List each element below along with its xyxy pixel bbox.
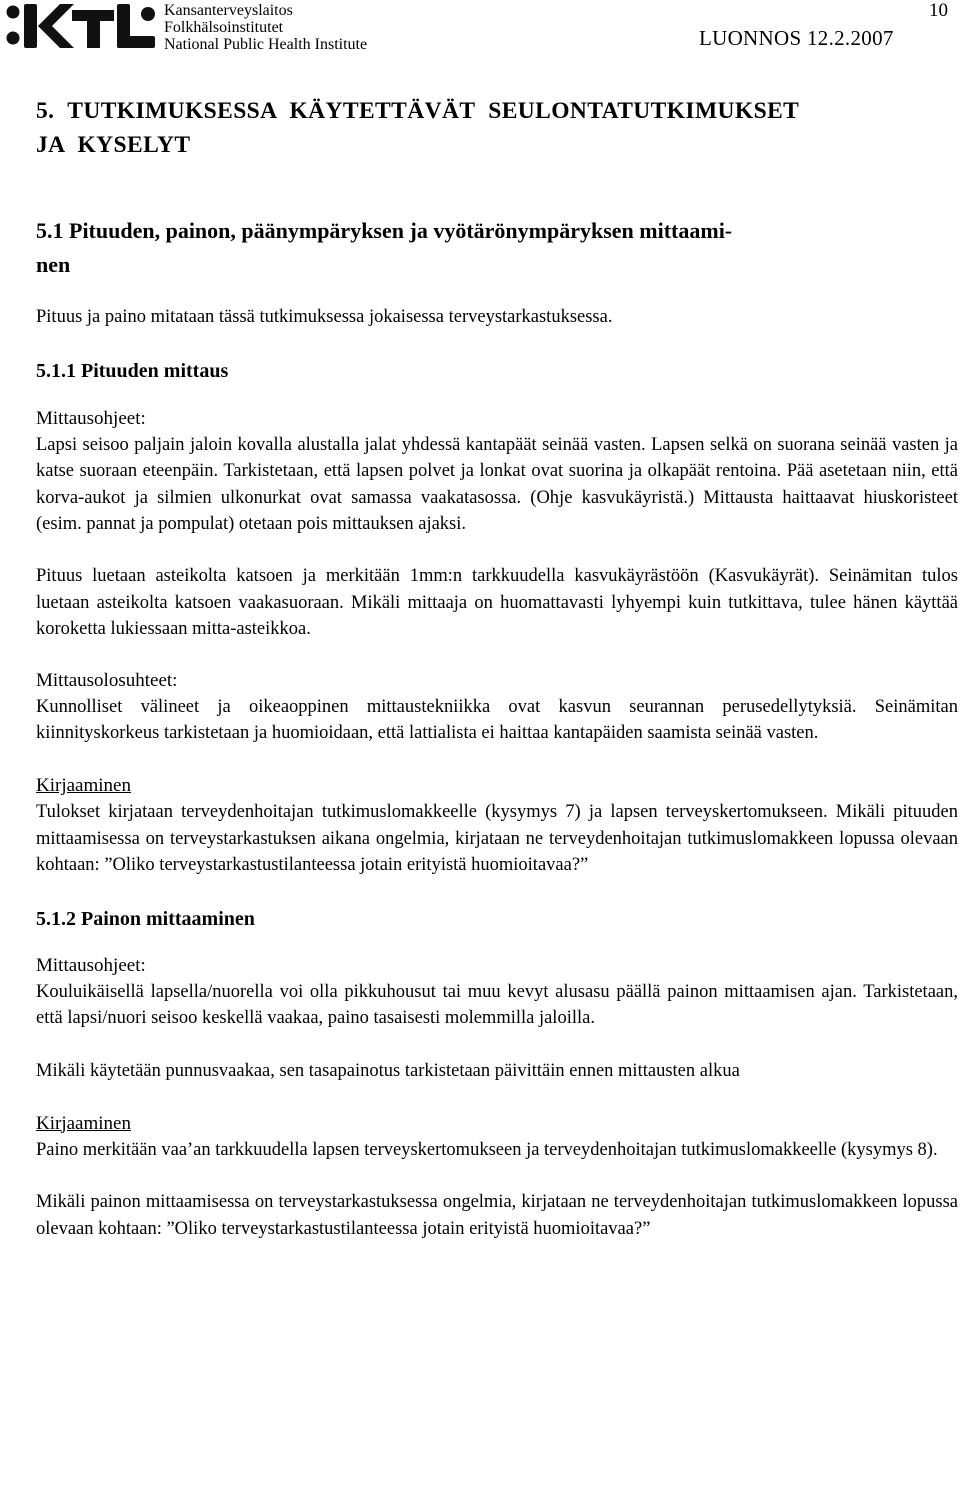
institute-name-fi: Kansanterveyslaitos — [164, 2, 293, 19]
height-instructions-text: Lapsi seisoo paljain jaloin kovalla alustalla jalat yhdessä kantapäät seinää vasten. Lapsen selkä on suorana seinää vasten ja katse suoraan eteenpäin. Tarkistetaan, että lapsen polvet ja lonkat ovat suorina ja olkapäät rentoina. Pää asetetaan niin, että korva-aukot ja silmien ulkonurkat ovat samassa vaakatasossa. (Ohje kasvukäyristä.) Mittausta haittaavat hiuskoristeet (esim. pannat ja pompulat) otetaan pois mittauksen ajaksi. — [36, 434, 958, 535]
institute-name — [164, 2, 367, 53]
section-5-1-title-line2: nen — [36, 252, 71, 277]
weight-recording-label: Kirjaaminen — [36, 1112, 131, 1134]
weight-recording-text: Paino merkitään vaa’an tarkkuudella lapsen terveyskertomukseen ja terveydenhoitajan tutkimuslomakkeelle (kysymys 8). — [36, 1139, 938, 1160]
page-header — [0, 2, 960, 54]
height-conditions-text: Kunnolliset välineet ja oikeaoppinen mittaustekniikka ovat kasvun seurannan perusedellytyksiä. Seinämitan kiinnityskorkeus tarkistetaan ja huomioidaan, että lattialista ei haittaa kantapäiden saamista seinää vasten. — [36, 696, 958, 744]
weight-scale-text: Mikäli käytetään punnusvaakaa, sen tasapainotus tarkistetaan päivittäin ennen mittausten alkua — [36, 1060, 740, 1081]
height-recording-text: Tulokset kirjataan terveydenhoitajan tutkimuslomakkeelle (kysymys 7) ja lapsen terveyskertomukseen. Mikäli pituuden mittaamisessa on terveystarkastuksen aikana ongelmia, kirjataan ne terveydenhoitajan tutkimuslomakkeen lopussa olevaan kohtaan: ”Oliko terveystarkastustilanteessa jotain erityistä huomioitavaa?” — [36, 801, 958, 876]
ktl-logo — [2, 2, 158, 50]
draft-date-label: LUONNOS 12.2.2007 — [699, 26, 894, 50]
section-5-1-intro: Pituus ja paino mitataan tässä tutkimuksessa jokaisessa terveystarkastuksessa. — [36, 307, 613, 327]
weight-problems-text: Mikäli painon mittaamisessa on terveystarkastuksessa ongelmia, kirjataan ne terveydenhoitajan tutkimuslomakkeen lopussa olevaan kohtaan: ”Oliko terveystarkastustilanteessa jotain erityistä huomioitavaa?” — [36, 1192, 958, 1239]
height-instructions-label: Mittausohjeet: — [36, 407, 146, 429]
weight-instructions-label: Mittausohjeet: — [36, 954, 146, 976]
page-number: 10 — [929, 0, 948, 21]
height-conditions-label: Mittausolosuhteet: — [36, 669, 178, 691]
section-5-1-title-line1: 5.1 Pituuden, painon, päänympäryksen ja vyötärönympäryksen mittaami- — [36, 218, 733, 243]
document-body — [36, 94, 958, 1242]
section-5-title-line1: 5. TUTKIMUKSESSA KÄYTETTÄVÄT SEULONTATUTKIMUKSET — [36, 98, 800, 124]
weight-instructions-text: Kouluikäisellä lapsella/nuorella voi olla pikkuhousut tai muu kevyt alusasu päällä painon mittaamisen ajan. Tarkistetaan, että lapsi/nuori seisoo keskellä vaakaa, paino tasaisesti molemmilla jaloilla. — [36, 981, 958, 1029]
height-recording-label: Kirjaaminen — [36, 774, 131, 796]
height-reading-text: Pituus luetaan asteikolta katsoen ja merkitään 1mm:n tarkkuudella kasvukäyrästöön (Kasvukäyrät). Seinämitan tulos luetaan asteikolta katsoen vaakasuoraan. Mikäli mittaaja on huomattavasti lyhyempi kuin tutkittava, tulee hänen käyttää koroketta lukiessaan mitta-asteikkoa. — [36, 565, 958, 640]
institute-name-sv: Folkhälsoinstitutet — [164, 19, 284, 36]
section-5-1-1-title: 5.1.1 Pituuden mittaus — [36, 359, 229, 382]
section-5-1-2-title: 5.1.2 Painon mittaaminen — [36, 907, 255, 930]
institute-name-en: National Public Health Institute — [164, 36, 368, 53]
section-5-title-line2: JA KYSELYT — [36, 132, 191, 158]
